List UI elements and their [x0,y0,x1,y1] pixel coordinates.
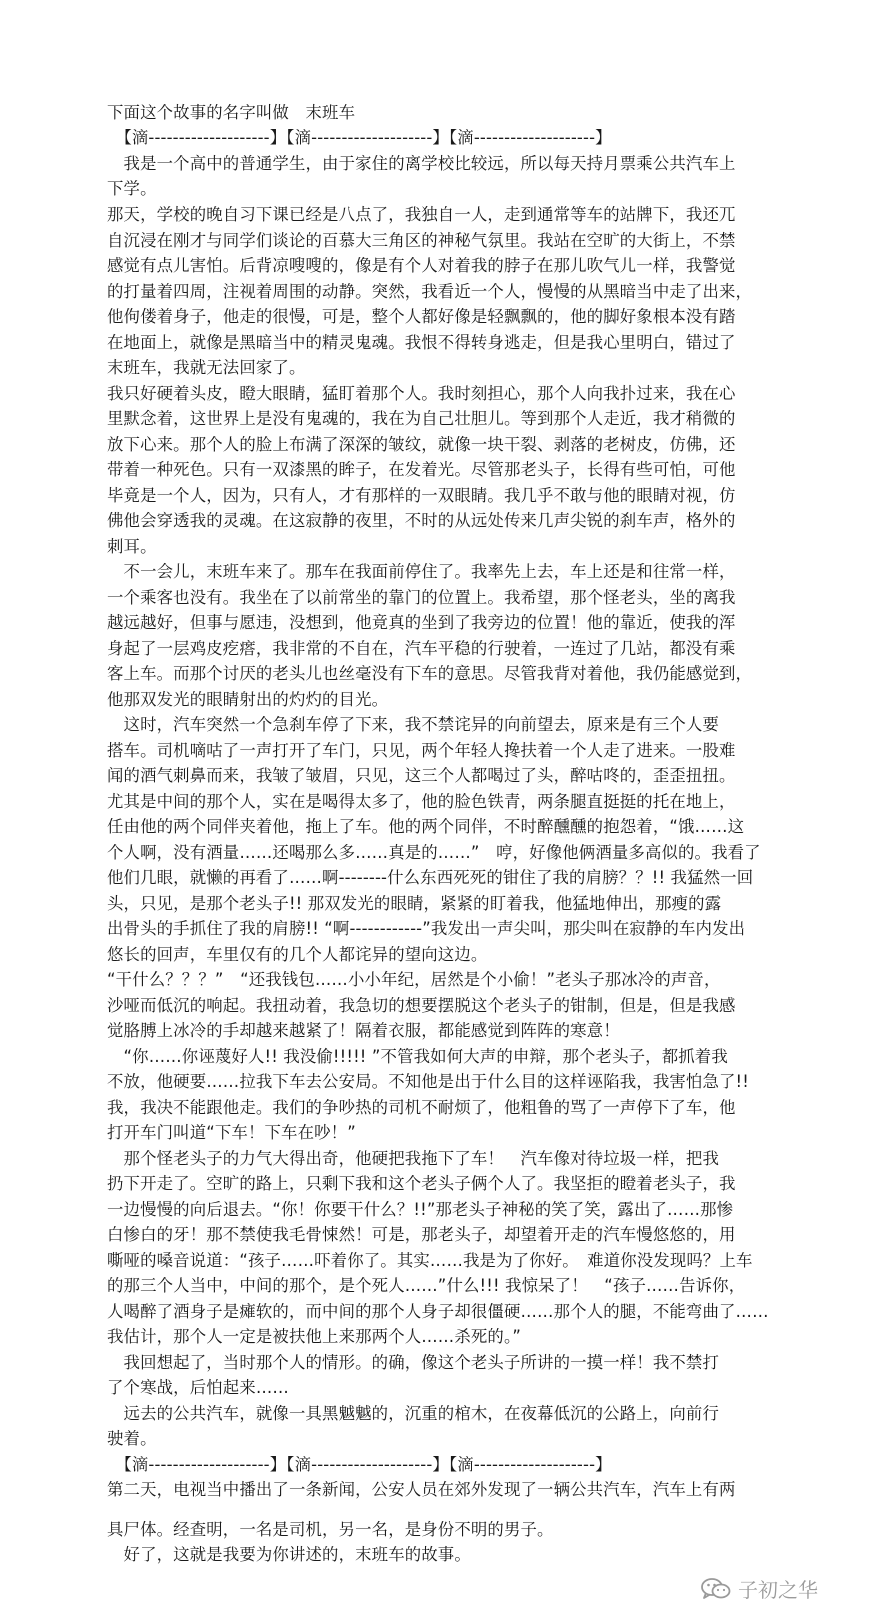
story-line: 放下心来。那个人的脸上布满了深深的皱纹，就像一块干裂、剥落的老树皮，仿佛，还 [107,435,736,454]
story-line: 身起了一层鸡皮疙瘩，我非常的不自在，汽车平稳的行驶着，一连过了几站，都没有乘 [107,639,736,658]
story-line: 人喝醉了酒身子是瘫软的，而中间的那个人身子却很僵硬……那个人的腿，不能弯曲了…… [107,1302,769,1321]
story-line: 自沉浸在刚才与同学们谈论的百慕大三角区的神秘气氛里。我站在空旷的大街上，不禁 [107,231,736,250]
story-line: 他那双发光的眼睛射出的灼灼的目光。 [107,690,389,709]
story-line: 佛他会穿透我的灵魂。在这寂静的夜里，不时的从远处传来几声尖锐的刹车声，格外的 [107,511,736,530]
story-line: 客上车。而那个讨厌的老头儿也丝毫没有下车的意思。尽管我背对着他，我仍能感觉到， [107,664,753,683]
story-line: 那个怪老头子的力气大得出奇，他硬把我拖下了车！ 汽车像对待垃圾一样，把我 [107,1149,720,1168]
story-line: 个人啊，没有酒量……还喝那么多……真是的……” 哼，好像他俩酒量多高似的。我看了 [107,843,761,862]
story-line: 嘶哑的嗓音说道：“孩子……吓着你了。其实……我是为了你好。 难道你没发现吗？上车 [107,1251,753,1270]
story-line: 越远越好，但事与愿违，没想到，他竟真的坐到了我旁边的位置！他的靠近，使我的浑 [107,613,736,632]
story-line: 感觉有点儿害怕。后背凉嗖嗖的，像是有个人对着我的脖子在那儿吹气儿一样，我警觉 [107,256,736,275]
story-line: 搭车。司机嘀咕了一声打开了车门，只见，两个年轻人搀扶着一个人走了进来。一股难 [107,741,736,760]
story-line: 闻的酒气刺鼻而来，我皱了皱眉，只见，这三个人都喝过了头，醉咕咚的，歪歪扭扭。 [107,766,736,785]
story-line: 我估计，那个人一定是被扶他上来那两个人……杀死的。” [107,1327,521,1346]
story-line: 觉胳膊上冰冷的手却越来越紧了！隔着衣服，都能感觉到阵阵的寒意！ [107,1021,620,1040]
wechat-icon [700,1576,732,1602]
story-line: “干什么？？？” “还我钱包……小小年纪，居然是个小偷！”老头子那冰冷的声音， [107,970,721,989]
story-line: 白惨白的牙！那不禁使我毛骨悚然！可是，那老头子，却望着开走的汽车慢悠悠的，用 [107,1225,736,1244]
story-line: 刺耳。 [107,537,157,556]
story-line: 毕竟是一个人，因为，只有人，才有那样的一双眼睛。我几乎不敢与他的眼睛对视，仿 [107,486,736,505]
story-line: 我只好硬着头皮，瞪大眼睛，猛盯着那个人。我时刻担心，那个人向我扑过来，我在心 [107,384,736,403]
story-line: 他佝偻着身子，他走的很慢，可是，整个人都好像是轻飘飘的，他的脚好象根本没有踏 [107,307,736,326]
story-line: 不放，他硬要……拉我下车去公安局。不知他是出于什么目的这样诬陷我，我害怕急了!! [107,1072,749,1091]
story-line: 出骨头的手抓住了我的肩膀!! “啊------------”我发出一声尖叫，那尖叫在寂静的车内发出 [107,919,746,938]
story-line: 尤其是中间的那个人，实在是喝得太多了，他的脸色铁青，两条腿直挺挺的托在地上， [107,792,736,811]
story-line: 了个寒战，后怕起来…… [107,1378,289,1397]
watermark [700,1574,818,1603]
story-line: 下学。 [107,179,157,198]
story-line: 带着一种死色。只有一双漆黑的眸子，在发着光。尽管那老头子，长得有些可怕，可他 [107,460,736,479]
story-line: 我是一个高中的普通学生，由于家住的离学校比较远，所以每天持月票乘公共汽车上 [107,154,736,173]
story-line: 头，只见，是那个老头子!! 那双发光的眼睛，紧紧的盯着我，他猛地伸出，那瘦的露 [107,894,722,913]
section-divider: 第二天，电视当中播出了一条新闻，公安人员在郊外发现了一辆公共汽车，汽车上有两 [107,1480,736,1499]
story-line: 他们几眼，就懒的再看了……啊--------什么东西死死的钳住了我的肩膀？？!! 我猛然一回 [107,868,754,887]
story-line: 那天，学校的晚自习下课已经是八点了，我独自一人，走到通常等车的站牌下，我还兀 [107,205,736,224]
story-line: 好了，这就是我要为你讲述的，末班车的故事。 [107,1545,471,1564]
story-line: 沙哑而低沉的响起。我扭动着，我急切的想要摆脱这个老头子的钳制，但是，但是我感 [107,996,736,1015]
story-line: 末班车，我就无法回家了。 [107,358,306,377]
story-line: 驶着。 [107,1429,157,1448]
watermark-text: 子初之华 [738,1578,818,1602]
story-line: 扔下开走了。空旷的路上，只剩下我和这个老头子俩个人了。我坚拒的瞪着老头子，我 [107,1174,736,1193]
story-line: 打开车门叫道“下车！下车在吵！” [107,1123,356,1142]
document-title-line: 下面这个故事的名字叫做 末班车 [107,103,356,122]
story-line: 我回想起了，当时那个人的情形。的确，像这个老头子所讲的一摸一样！我不禁打 [107,1353,720,1372]
story-line: 具尸体。经查明，一名是司机，另一名，是身份不明的男子。 [107,1520,554,1539]
story-line: 任由他的两个同伴夹着他，拖上了车。他的两个同伴，不时醉醺醺的抱怨着，“饿……这 [107,817,745,836]
section-divider: 【滴--------------------】【滴--------------------】【滴--------------------】 [107,128,612,147]
story-line: 这时，汽车突然一个急刹车停了下来，我不禁诧异的向前望去，原来是有三个人要 [107,715,720,734]
story-line: 的打量着四周，注视着周围的动静。突然，我看近一个人，慢慢的从黑暗当中走了出来， [107,282,753,301]
story-line: 在地面上，就像是黑暗当中的精灵鬼魂。我恨不得转身逃走，但是我心里明白，错过了 [107,333,736,352]
story-line: 的那三个人当中，中间的那个，是个死人……”什么!!! 我惊呆了！ “孩子……告诉你， [107,1276,746,1295]
story-line: 我，我决不能跟他走。我们的争吵热的司机不耐烦了，他粗鲁的骂了一声停下了车，他 [107,1098,736,1117]
story-line: 悠长的回声，车里仅有的几个人都诧异的望向这边。 [107,945,488,964]
story-line: 里默念着，这世界上是没有鬼魂的，我在为自己壮胆儿。等到那个人走近，我才稍微的 [107,409,736,428]
story-line: “你……你诬蔑好人!! 我没偷!!!!! ”不管我如何大声的申辩，那个老头子，都抓着我 [107,1047,728,1066]
story-line: 一边慢慢的向后退去。“你！你要干什么？!!”那老头子神秘的笑了笑，露出了……那惨 [107,1200,734,1219]
story-line: 【滴--------------------】【滴--------------------】【滴--------------------】 [107,1455,612,1474]
story-line: 不一会儿，末班车来了。那车在我面前停住了。我率先上去，车上还是和往常一样， [107,562,736,581]
story-line: 一个乘客也没有。我坐在了以前常坐的靠门的位置上。我希望，那个怪老头，坐的离我 [107,588,736,607]
story-line: 远去的公共汽车，就像一具黑魆魆的，沉重的棺木，在夜幕低沉的公路上，向前行 [107,1404,720,1423]
